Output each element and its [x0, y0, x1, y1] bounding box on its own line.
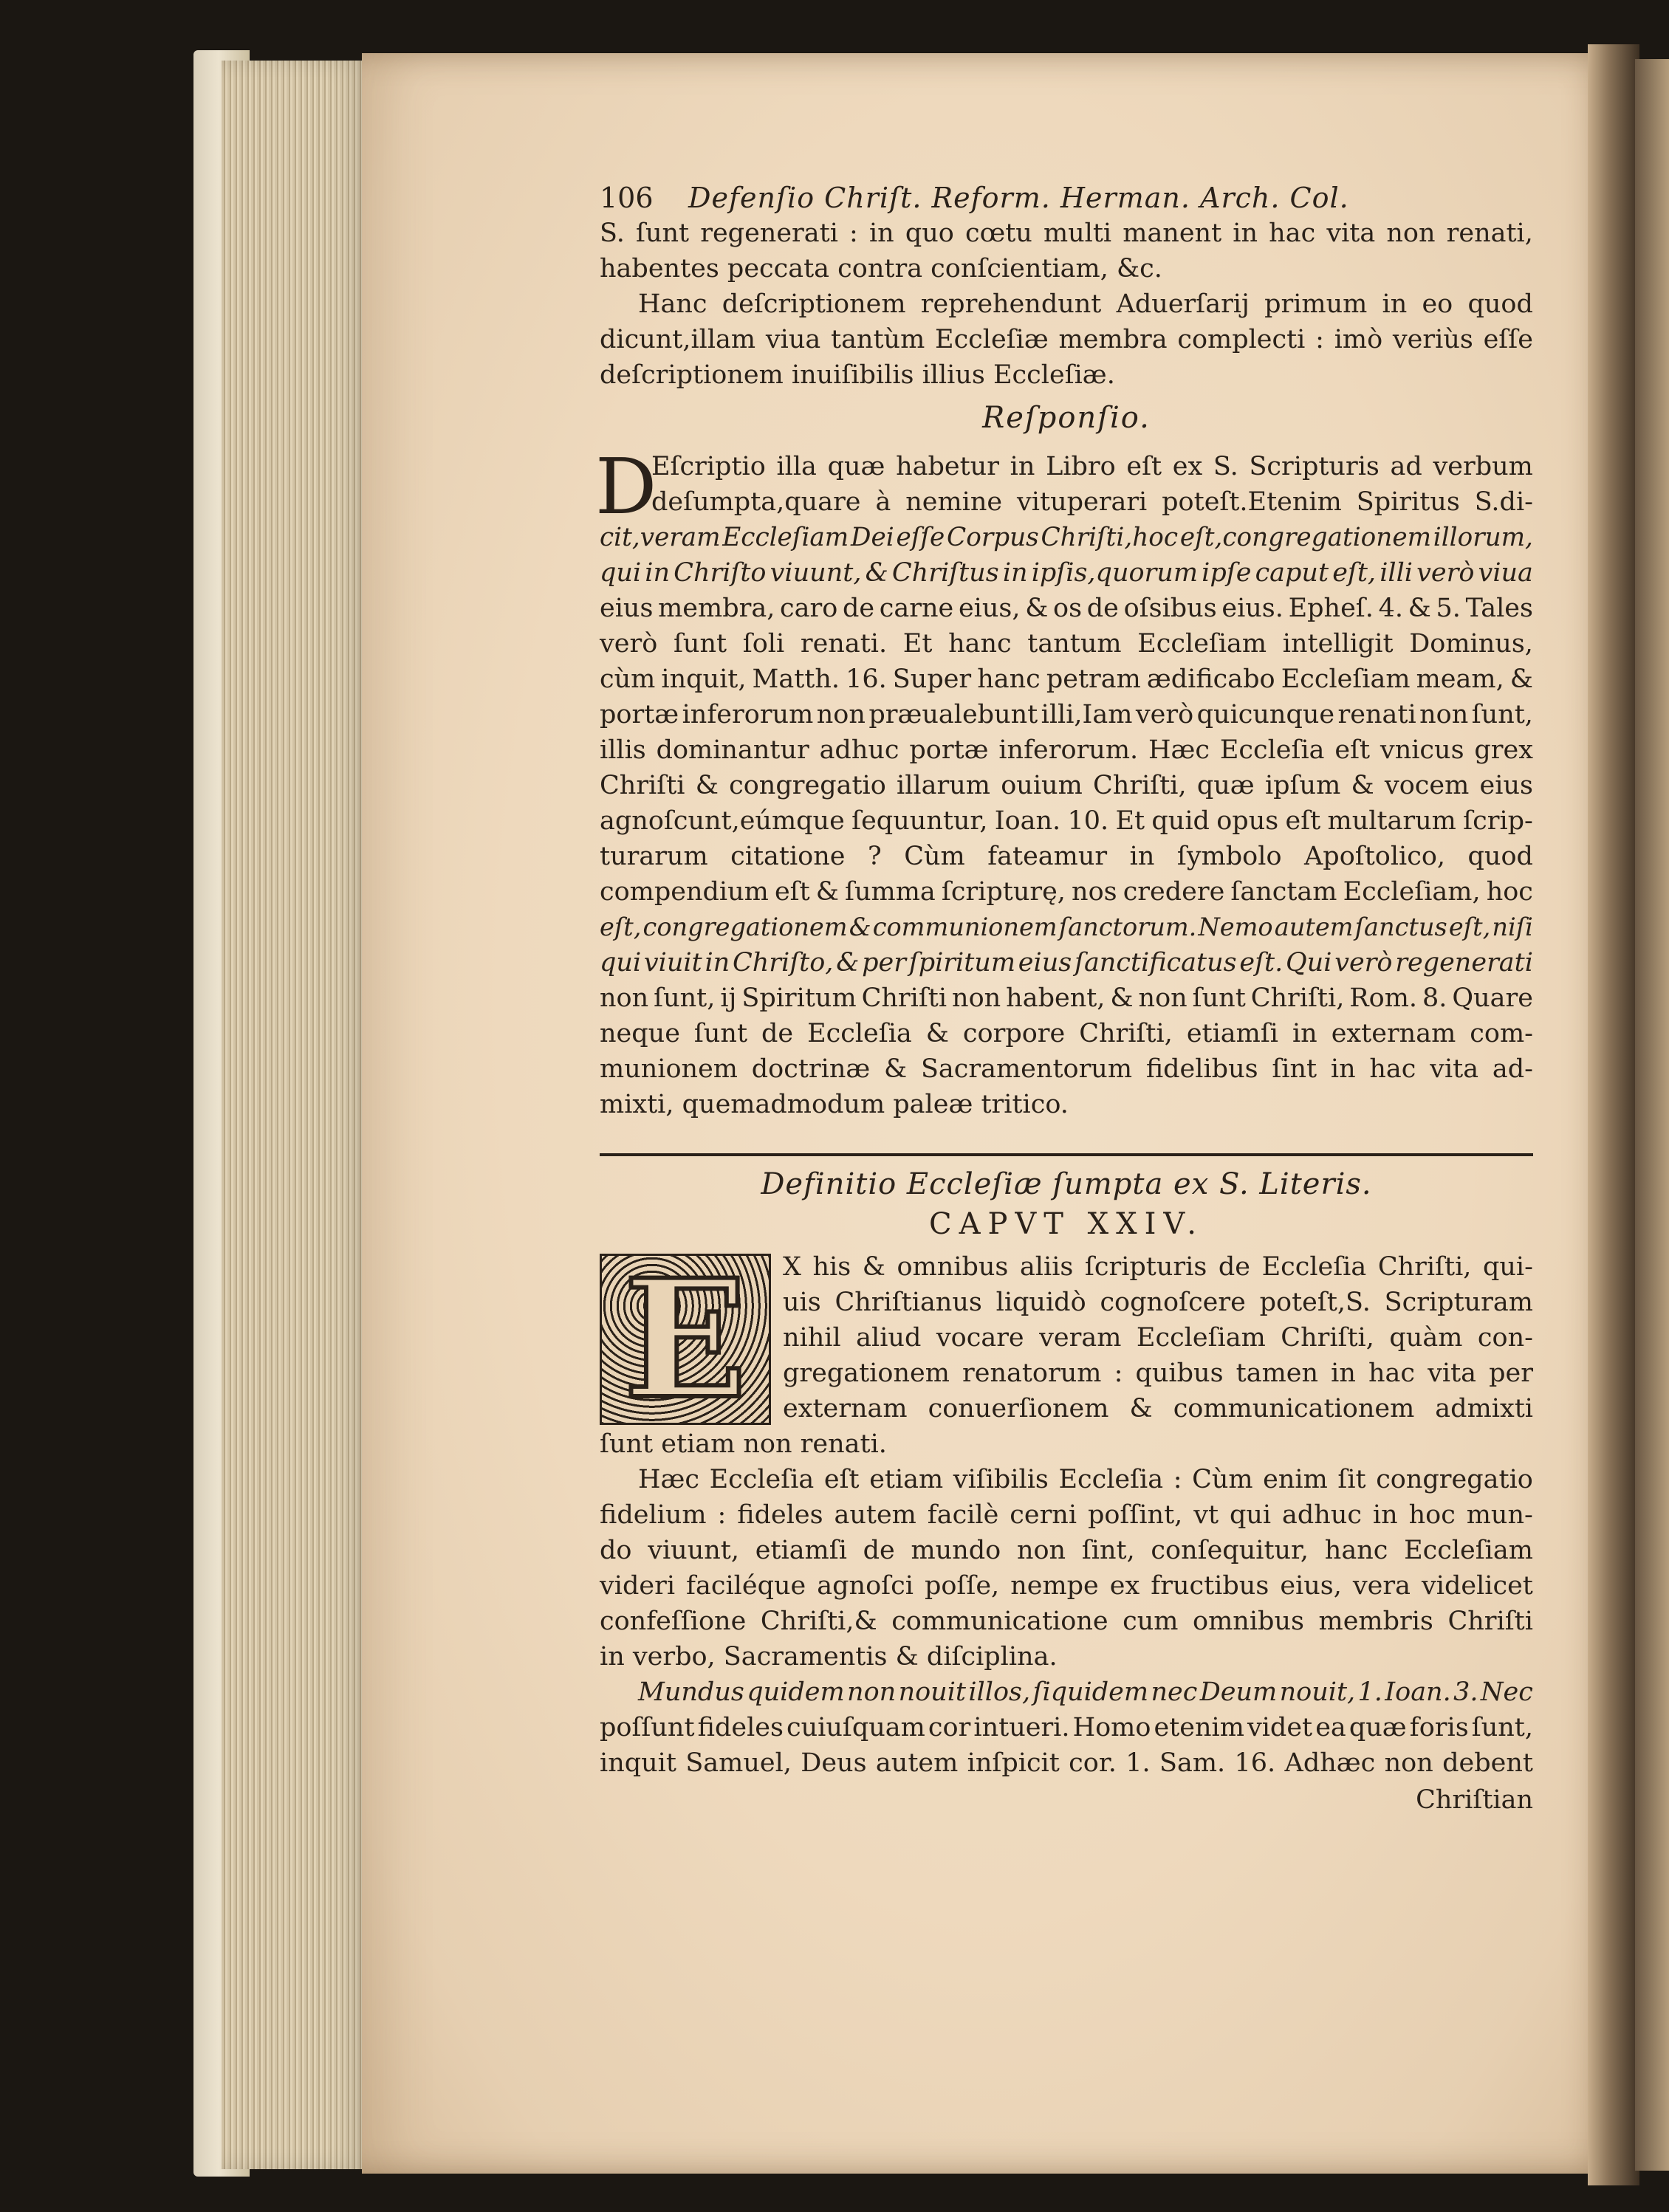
- text-line: deſumpta,quare à nemine vituperari poteſt.Etenim Spiritus S.di-: [651, 487, 1533, 517]
- running-head: [600, 174, 1533, 216]
- responsio-title: Reſponſio.: [982, 401, 1151, 435]
- text-line: ſunt etiam non renati.: [600, 1429, 887, 1459]
- text-line: mixti, quemadmodum paleæ tritico.: [600, 1090, 1069, 1119]
- text-line: cit,veram Eccleſiam Dei eſſe Corpus Chriſti,hoc eſt,congregationem illorum,: [600, 523, 1533, 552]
- page-number: 106: [600, 182, 654, 214]
- chapter-heading: CAPVT XXIV.: [928, 1207, 1204, 1241]
- ornamental-initial-letter: E: [623, 1254, 747, 1425]
- text-line: eſt, congregationem & communionem ſanctorum. Nemo autem ſanctus eſt, niſi: [600, 913, 1533, 941]
- text-line: X his & omnibus aliis ſcripturis de Eccleſia Chriſti, qui-: [783, 1252, 1533, 1282]
- text-line: fidelium : fideles autem facilè cerni poſſint, vt qui adhuc in hoc mun-: [600, 1500, 1533, 1530]
- intro-paragraph: [600, 216, 1533, 393]
- page-stack-edges: [222, 61, 369, 2169]
- text-line: uis Chriſtianus liquidò cognoſcere poteſt,S. Scripturam: [783, 1288, 1533, 1317]
- drop-cap: D: [595, 442, 657, 532]
- text-line: gregationem renatorum : quibus tamen in hac vita per: [783, 1359, 1533, 1388]
- running-title: Defenſio Chriſt. Reform. Herman. Arch. Col.: [688, 182, 1349, 214]
- text-line: do viuunt, etiamſi de mundo non ſint, conſequitur, hanc Eccleſiam: [600, 1536, 1533, 1565]
- facing-page-edge: [1635, 59, 1669, 2171]
- text-line: Mundus quidem non nouit illos, ſiquidem nec Deum nouit, 1. Ioan. 3. Nec: [638, 1677, 1533, 1707]
- ornamental-initial: [600, 1254, 771, 1425]
- text-line: nihil aliud vocare veram Eccleſiam Chriſti, quàm con-: [783, 1323, 1533, 1353]
- text-line: illis dominantur adhuc portæ inferorum. Hæc Eccleſia eſt vnicus grex: [600, 735, 1533, 765]
- text-line: Hæc Eccleſia eſt etiam viſibilis Eccleſia : Cùm enim ſit congregatio: [638, 1465, 1533, 1494]
- text-line: deſcriptionem inuiſibilis illius Eccleſiæ.: [600, 360, 1115, 390]
- text-line: confeſſione Chriſti,& communicatione cum omnibus membris Chriſti: [600, 1607, 1533, 1636]
- paragraph-visibilis: [600, 1462, 1533, 1675]
- text-line: eius membra, caro de carne eius, & os de oſsibus eius. Epheſ. 4. & 5. Tales: [600, 594, 1533, 623]
- text-line: Eſcriptio illa quæ habetur in Libro eſt ex S. Scripturis ad verbum: [651, 452, 1533, 481]
- text-line: qui viuit in Chriſto, & per ſpiritum eius ſanctificatus eſt. Qui verò regenerati: [600, 948, 1533, 978]
- book-gutter: [1588, 44, 1639, 2185]
- responsio-paragraph: [595, 442, 1533, 1122]
- definitio-title: Definitio Eccleſiæ ſumpta ex S. Literis.: [761, 1167, 1372, 1201]
- text-line: qui in Chriſto viuunt, & Chriſtus in ipſis,quorum ipſe caput eſt, illi verò viua: [600, 558, 1533, 588]
- text-line: verò ſunt ſoli renati. Et hanc tantum Eccleſiam intelligit Dominus,: [600, 629, 1533, 659]
- text-line: S. ſunt regenerati : in quo cœtu multi manent in hac vita non renati,: [600, 219, 1533, 248]
- text-line: Chriſti & congregatio illarum ouium Chriſti, quæ ipſum & vocem eius: [600, 771, 1533, 800]
- text-line: in verbo, Sacramentis & diſciplina.: [600, 1642, 1058, 1672]
- text-line: videri faciléque agnoſci poſſe, nempe ex fructibus eius, vera videlicet: [600, 1571, 1533, 1601]
- text-line: neque ſunt de Eccleſia & corpore Chriſti, etiamſi in externam com-: [600, 1019, 1533, 1048]
- text-line: compendium eſt & ſumma ſcripturę, nos credere ſanctam Eccleſiam, hoc: [600, 877, 1533, 907]
- page-text: [595, 174, 1533, 1818]
- chapter-paragraph: [600, 1249, 1533, 1462]
- text-line: habentes peccata contra conſcientiam, &c.: [600, 254, 1162, 284]
- text-line: non ſunt, ij Spiritum Chriſti non habent, & non ſunt Chriſti, Rom. 8. Quare: [600, 983, 1533, 1013]
- text-line: Hanc deſcriptionem reprehendunt Aduerſarij primum in eo quod: [638, 289, 1533, 319]
- text-line: dicunt,illam viua tantùm Eccleſiæ membra complecti : imò veriùs eſſe: [600, 325, 1533, 354]
- text-line: turarum citatione ? Cùm fateamur in ſymbolo Apoſtolico, quod: [600, 842, 1533, 871]
- text-line: cùm inquit, Matth. 16. Super hanc petram ædificabo Eccleſiam meam, &: [600, 664, 1533, 694]
- catchword: Chriſtian: [1416, 1785, 1533, 1815]
- section-divider: [600, 1153, 1533, 1156]
- text-line: externam conuerſionem & communicationem admixti: [783, 1394, 1533, 1423]
- text-line: poſſunt fideles cuiuſquam cor intueri. Homo etenim videt ea quæ foris ſunt,: [600, 1713, 1533, 1742]
- text-line: munionem doctrinæ & Sacramentorum fidelibus ſint in hac vita ad-: [600, 1054, 1533, 1084]
- text-line: inquit Samuel, Deus autem inſpicit cor. 1. Sam. 16. Adhæc non debent: [600, 1748, 1533, 1778]
- text-line: agnoſcunt,eúmque ſequuntur, Ioan. 10. Et quid opus eſt multarum ſcrip-: [600, 806, 1533, 836]
- text-line: portæ inferorum non præualebunt illi,Iam verò quicunque renati non ſunt,: [600, 700, 1533, 729]
- paragraph-mundus: [600, 1675, 1533, 1781]
